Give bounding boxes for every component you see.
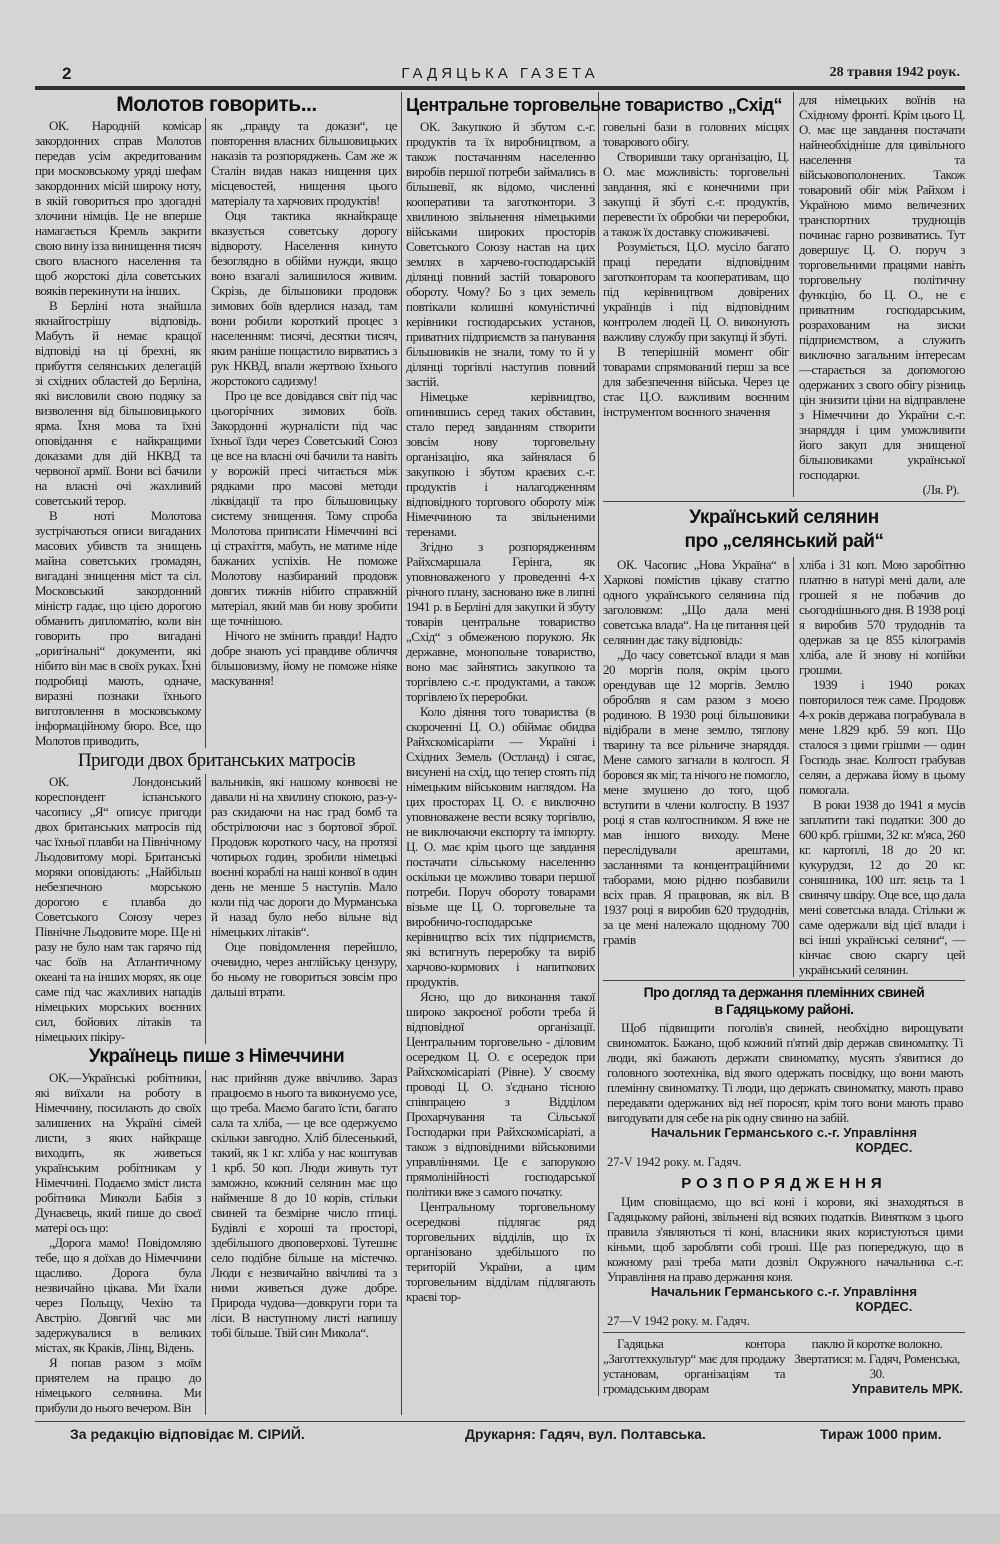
paragraph: В роки 1938 до 1941 я мусів заплатити такі податки: 300 до 600 крб. грішми, 32 кг. м'яса, 260 кг. картоплі, 18 до 20 кг. кукурудзи, 12 до 20 кг. соняшника, 100 шт. яєць та 1 свинячу шкіру. Оце все, що дала мені советська влада. Стільки ж саме одержали від цієї влади і всі інші українські селяни“, — кінчає свою скаргу цей український селянин. [799,797,965,977]
paragraph: хліба і 31 коп. Мою заробітню платню в натурі мені дали, але грошей я не побачив до сьогоднішнього дня. В 1938 році я виробив 570 трудоднів та одержав за це 855 кілограмів хліба, але й знову ні копійки грошми. [799,557,965,677]
title-line: в Гадяцькому районі. [714,1001,854,1017]
header-rule [35,86,965,90]
order-signature-name: КОРДЕС. [855,1299,913,1314]
paragraph: ОК. Часопис „Нова Україна“ в Харкові помістив цікаву статтю одного українського селянина під заголовком: „Що дала мені советська влада“. На це питання цей селянин дає таку відповідь: [603,557,789,647]
paragraph: „Дорога мамо! Повідомляю тебе, що я доїхав до Німеччини щасливо. Дорога була незвичайно цікава. Ми їхали через Польщу, Чехію та Австрію. Довгий час ми задержувалися в великих містах, як Краків, Лінц, Відень. [35,1235,201,1355]
paragraph: Оця тактика якнайкраще вказується советську дорогу відвороту. Населення кинуто безоглядно в обійми нужди, якщо воно взагалі залишилося живим. Скрізь, де більшовики продовж зимових боїв вдерлися назад, там вони робили короткий процес з населенням: тисячі, десятки тисяч, яким раніше пощастило вирватись з рук НКВД, впали жертвою їхнього жорстокого садизму! [211,208,397,388]
section-divider [603,980,965,981]
order-body [603,1194,965,1284]
skhid-signature: (Ля. Р). [922,482,959,497]
paragraph: „До часу советської влади я мав 20 моргів поля, окрім цього орендував ще 12 моргів. Землю обробляв я сам разом з моєю родиною. В 1930 році більшовики відібрали в мене землю, тяглову тварину та все рільниче знаряддя. Мене самого загнали в колгосп. Я боровся як міг, та нічого не помогло, мене змушено до того, щоб вступити в члени колгоспу. В 1937 році я став колгоспником. Я вже не мав іншого виходу. Мене переслідували арештами, засланнями та концентраційними таборами, мою рідню позбавили всіх прав. Я працював, як віл. В 1937 році я виробив 620 трудоднів, за це мені належало щодному 700 грамів [603,647,789,947]
left-columns [35,92,401,1415]
molotov-col-2 [205,118,397,748]
paragraph: В ноті Молотова зустрічаються описи вигаданих масових убивств та знищень майна советських громадян, вигадані знищення міст та сіл. Московський закордонний міністр гадає, що цією дорогою обманить дипломатію, коли він говорить про вигадані „оригінальні“ документи, які нібито він має в своїх руках. Їхні подробиці мають, одначе, виразні познаки їхнього виготовлення в московському інформаційному бюро. Все, що Молотов приводить, [35,508,201,748]
paragraph: Коло діяння того товариства (в скороченні Ц. О.) обіймає обидва Райхскомісаріати — Україні і Східних Земель (Остланд) і сягає, висунені на схід, що тепер стоять під німецьким військовим наглядом. На цих просторах Ц. О. є виключно уповноважене вести всяку торгівлю, не виключаючи експорту та імпорту. Ц. О. має крім цього ще завдання постачати сільському населенню оскільки це можливо товари першої потреби. Поруч обороту товарами візьме ще Ц. О. торговельне та виробничо-господарське керівництво всіх тих підприємств, які встигнуть переробку та виріб харчово-кормових і напиткових продуктів. [406,704,595,989]
peasant-col-4 [603,557,793,977]
paragraph: 1939 і 1940 роках повторилося теж саме. Продовж 4-х років держава пограбувала в мене 1.829 крб. 59 коп. Що сталося з цими грішми — один Господь знає. Колгосп грабував селян, а держава йому в цьому помогала. [799,677,965,797]
skhid-col-4 [603,92,793,497]
notice-title-pigs [603,984,965,1018]
footer-printer: Друкарня: Гадяч, вул. Полтавська. [465,1426,706,1442]
issue-date: 28 травня 1942 роук. [829,65,960,80]
letter-col-1 [35,1070,205,1415]
paragraph: нас прийняв дуже ввічливо. Зараз працюємо в нього та виконуємо усе, що треба. Маємо багато їсти, багато сала та хліба, — це все одержуємо скільки завгодно. Хліб білесенький, такий, як 1 кг. хліба у нас коштував 1 крб. 50 коп. Люди живуть тут заможно, кожний селянин має що найменше 8 до 10 корів, стільки свиней та безмірне число птиці. Будівлі є хороші та просторі, здебільшого двоповерхові. Тутешнє село подібне більше на містечко. Люди є незвичайно ввічливі та з ними живеться дуже добре. Природа чудова—довкруги гори та ліси. В наступному листі напишу тобі більше. Твій син Микола“. [211,1070,397,1340]
section-divider [603,1332,965,1333]
masthead: ГАДЯЦЬКА ГАЗЕТА [401,65,599,82]
ad-left [603,1336,791,1396]
paragraph: для німецьких воїнів на Східному фронті. Крім цього Ц. О. має ще завдання постачати найнеобхідніше для цивільного населення та військовополонених. Також товаровий обіг між Райхом і Україною мимо величезних транспортних труднощів починає гарно розвиватись. Тут довершує Ц. О. поруч з торговельними працями навіть торговельну політичну функцію, бо Ц. О., не є приватним господарським, розрахованим на зиски підприємством, а служить виключно загальним інтересам—старається за допомогою одержаних з свого обігу різниць цін знизити ціни на відправлене з Німеччини до України с.-г. знаряддя і цим уможливити його закуп для знищеної більшовиками української господарки. [799,92,965,482]
pigs-signature-name: КОРДЕС. [855,1140,913,1155]
paragraph: ОК. Народній комісар закордонних справ Молотов передав усім акредитованим при московському уряді шефам закордонних місій широку ноту, в якій говориться про здогадні злочини німців. Це не вперше намагається Кремль закрити свою вину ізза винищення тисяч свого власного населення та щоб жорстокі діла советських вояків перекинути на інших. [35,118,202,298]
notice-title-order: РОЗПОРЯДЖЕННЯ [681,1175,887,1192]
ad-right-block [791,1336,963,1396]
paragraph: Згідно з розпорядженням Райхсмаршала Герінга, як уповноваженого у проведенні 4-х річного плану, засновано вже в липні 1941 р. в Берліні для закупки й збуту товарів центральне товариство „Схід“ з обмеженою порукою. Як державне, монопольне товариство, воно має зайнятись закупкою та торгівлею с.-г. продуктами, а також торгівлею їх переробки. [406,539,595,704]
order-signature-title: Начальник Германського с.-г. Управління [651,1284,917,1299]
paragraph: Ясно, що до виконання такої широко закроєної роботи треба й відповідної організації. Центральним торговельно - діловим осередком Ц. О. є осередок при Райхскомісаріаті (Рівне). У своєму проводі Ц. О. з'єднано тісною співпрацею з Відділом Прохарчування та Сільської Господарки при Райхскомісаріаті, а також з відповідними військовими управліннями. Це є запорукою прямолінійності господарської політики вже з самого початку. [406,989,595,1199]
footer-circulation: Тираж 1000 прим. [820,1426,942,1442]
article-title-peasant [603,506,965,554]
pigs-body [603,1018,965,1125]
paragraph: Центральному торговельному осередкові підлягає ряд торговельних відділів, що їх організовано здебільшого по територій України, а цим торговельним відділам підлягають краєві тор- [406,1199,595,1304]
article-title-letter: Українець пише з Німеччини [88,1046,345,1067]
paragraph: Цим сповіщаємо, що всі коні і корови, які знаходяться в Гадяцькому районі, звільнені від всяких податків. Винятком з цього правила з'являються ті коні, власники яких користуються цими кіньми, щоб заробляти собі гроші. Ще раз попереджую, що в кожному разі треба мати дозвіл Окружного начальника с.-г. Управління на право держання коня. [607,1194,963,1284]
ad-signature: Управитель МРК. [851,1381,963,1396]
paragraph: Гадяцька контора „Заготтехкультур“ має для продажу установам, організаціям та громадським дворам [603,1336,785,1396]
page-header [35,62,965,86]
paragraph: як „правду та докази“, це повторення власних більшовицьких наказів та розпоряджень. Сам же ж Сталін видав наказ нищення цих місцевостей, нищення цього матеріалу та харчових продуктів! [211,118,397,208]
section-divider [603,501,965,502]
paragraph: В теперішній момент обіг товарами спрямований перш за все для забезпечення війська. Через це стає Ц.О. важливим воєнним інструментом воєнного значення [603,344,789,419]
sailors-article [35,774,398,1044]
title-line: Про догляд та держання племінних свиней [643,984,925,1000]
peasant-col-5 [793,557,965,977]
paragraph: ОК. Лондонський кореспондент іспанського часопису „Я“ описує пригоди двох британських матросів під час їхньої плавби на Північному Льодовитому морі. Британські моряки оповідають: „Найбільш небезпечною морською дорогою є плавба до Советського Союзу через Північне Льодовите море. Ще ні разу не було нам так гарячо під час боїв на Атлантичному океані та на інших морях, як оце саме під час жахливих нападів німецьких морських воєнних сил, бойових літаків та німецьких пікіру- [35,774,201,1044]
advertisement [603,1336,965,1396]
page-footer [35,1421,965,1448]
peasant-article [603,557,965,977]
paragraph: Про це все довідався світ під час цьогорічних зимових боїв. Закордонні журналісти під час їхньої їзди через Советський Союз це все на власні очі бачили та навіть у ворожій пресі читається між рядками про масові методи ліквідації та про більшовицьку систему знищення. Тому спроба Молотова приписати Німеччині всі ці страхіття, мабуть, не матиме ніде бажаних успіхів. Не поможе Молотову назбираний продовж довгих тижнів нібито справжній матеріал, який мав би нову зробити ще точнішою. [211,388,397,628]
paragraph: Я попав разом з моїм приятелем на працю до німецького селянина. Ми прибули до нього вечером. Він [35,1355,201,1415]
molotov-col-1 [35,118,205,748]
footer-editor: За редакцію відповідає М. СІРИЙ. [70,1426,305,1442]
paragraph: Німецьке керівництво, опинившись серед таких обставин, стало перед завданням створити зовсім нову торговельну організацію, яка зайнялася б закупкою і збутом краєвих с.-г. продуктів і налагодженням відповідного торгового обороту між Німеччиною та звільненими теренами. [406,389,595,539]
paragraph: Нічого не змінить правди! Надто добре знають усі правдиве обличчя більшовизму, йому не поможе ніяке маскування! [211,628,397,688]
skhid-continuation [603,92,965,497]
sailors-col-2 [205,774,397,1044]
paragraph: вальників, які нашому конвоєві не давали ні на хвилину спокою, раз-у-раз скидаючи на нас град бомб та обстрілюючи нас з бортової зброї. Продовж короткого часу, на протязі чотирьох годин, зробили німецькі воєнні кораблі на наші конвої в один день не менше 5 наступів. Мало коли під час дороги до Мурманська й назад було небо вільне від німецьких літаків“. [211,774,397,939]
paragraph: В Берліні нота знайшла якнайгострішу відповідь. Мабуть й немає кращої відповіді на ці брехні, як прибуття селянських делегацій зі східних областей до Берліна, які висловили свою подяку за визволення від більшовицького ярма. Їхня мова та їхні оповідання є найкращими доказами для дій НКВД та червоної армії. Вони всі бачили на власні очі жахливий советський терор. [35,298,201,508]
order-date: 27—V 1942 року. м. Гадяч. [607,1314,750,1328]
paragraph: паклю й коротке волокно. Звертатися: м. Гадяч, Роменська, 30. [794,1336,960,1381]
letter-col-2 [205,1070,397,1415]
pigs-signature-title: Начальник Германського с.-г. Управління [651,1125,917,1140]
page-number: 2 [62,64,72,83]
article-title-molotov: Молотов говорить... [116,93,317,116]
article-title-sailors: Пригоди двох британських матросів [77,750,356,771]
title-line: Український селянин [689,507,879,528]
paragraph: Створивши таку організацію, Ц. О. має можливість: торговельні завдання, які є конечними при закупці й збуті с.-г. продуктів, перевести їх обробки чи переробки, а також їх доставку споживачеві. [603,149,789,239]
paragraph: ОК. Закупкою й збутом с.-г. продуктів та їх виробництвом, а також постачанням населенню виробів першої потреби займались в більшевії, як відомо, численні кооперативи та заготконтори. З хвилиною звільнення німецькими військами широких просторів Советського Союзу настав на цих землях в харчево-господарській ділянці повний застій товарового обороту. Чому? Бо з цих земель повтікали колишні комуністичні керівники господарських установ, приватних підприємств за панування більшовиків не знали, тому то й у ділянці торгівлі наступив повний застій. [406,119,595,389]
paragraph: Розуміється, Ц.О. мусіло багато праці передати відповідним заготконторам та кооперативам, що під керівництвом довірених українців і під відповідним контролем людей Ц. О. виконують важливу службу при закупці й збуті. [603,239,789,344]
skhid-col-3 [406,92,595,1304]
right-columns [598,92,965,1396]
pigs-date: 27-V 1942 року. м. Гадяч. [607,1155,742,1169]
ad-right [791,1336,963,1381]
paragraph: Щоб підвищити поголів'я свиней, необхідно вирощувати свиноматок. Бажано, щоб кожний п'ятий двір держав свиноматку. Ті люди, які бажають держати свиноматку, мусять з'явитися до головного зоотехніка, від якого одержать посвідку, що вони мають племінну свиноматку. Ті люди, що держать свиноматку, мають право передавати одержаних від неї поросят, крім того вони мають право вигодувати для себе на рік одну свиню на забій. [607,1020,963,1125]
letter-article [35,1070,398,1415]
paragraph: говельні бази в головних місцях товарового обігу. [603,119,789,149]
paragraph: Оце повідомлення перейшло, очевидно, через англійську цензуру, бо ньому не говориться зовсім про дальші втрати. [211,939,397,999]
paragraph: ОК.—Українські робітники, які виїхали на роботу в Німеччину, посилають до своїх залишених на Україні сімей листи, з яких найкраще виходить, як живеться українським робітникам у Німеччині. Подаємо зміст листа робітника Миколи Бабія з Дунаєвець, який пише до своєї матері ось що: [35,1070,201,1235]
molotov-article [35,118,398,748]
skhid-col-5 [793,92,965,497]
article-title-skhid: Центральне торговельне товариство „Схід“ [406,95,783,115]
sailors-col-1 [35,774,205,1044]
page-body [35,92,965,1415]
title-line: про „селянський рай“ [684,531,884,552]
